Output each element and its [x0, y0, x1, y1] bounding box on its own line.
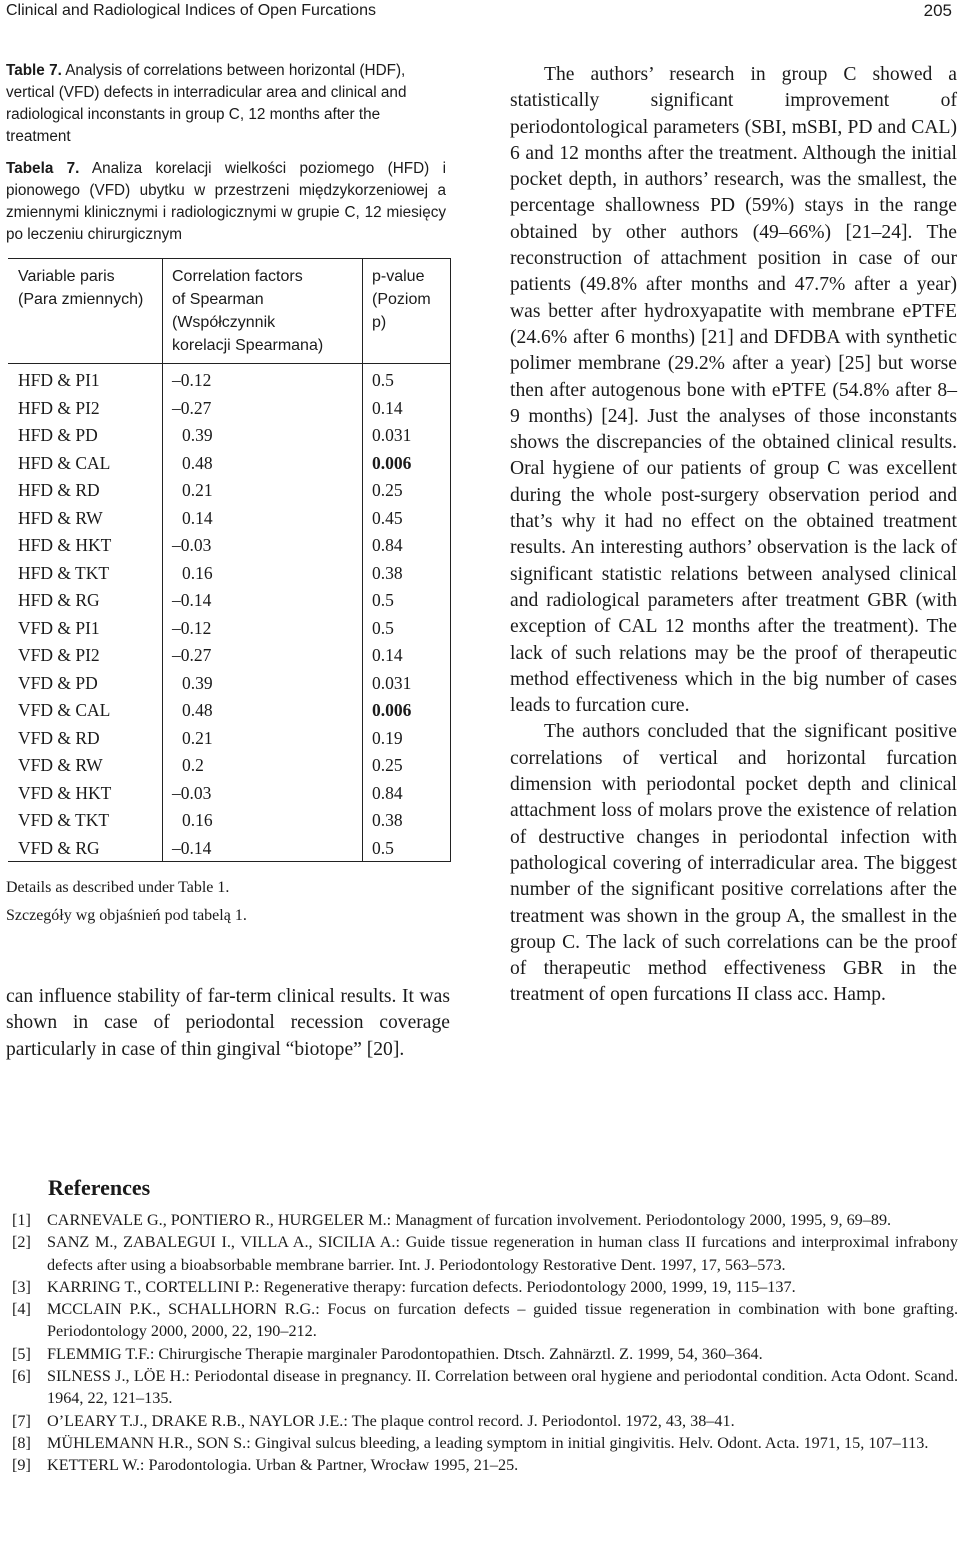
table-header-line: Correlation factors — [172, 268, 303, 285]
table-caption-pl-text: Analiza korelacji wielkości poziomego (HFD) i pionowego (VFD) ubytku w przestrzeni międzykorzeniowej a zmiennymi klinicznymi i radiologicznymi w grupie C, 12 miesięcy po leczeniu chirurgicznym — [6, 160, 446, 243]
correlation-cell: –0.27 — [172, 397, 212, 418]
reference-text: CARNEVALE G., PONTIERO R., HURGELER M.: Managment of furcation involvement. Periodontology 2000, 1995, 9, 69–89. — [47, 1211, 892, 1229]
table-note-pl: Szczegóły wg objaśnień pod tabelą 1. — [6, 907, 247, 924]
table-label-en: Table 7. — [6, 62, 62, 79]
reference-item — [6, 1298, 958, 1343]
correlation-cell: 0.48 — [182, 700, 213, 720]
variable-pair-cell: HFD & CAL — [18, 452, 111, 473]
references-list — [6, 1209, 958, 1477]
table-header-correlation — [172, 265, 323, 357]
table-row — [8, 670, 450, 698]
variable-pair-cell: VFD & PI1 — [18, 617, 100, 638]
variable-pair-cell: HFD & RD — [18, 480, 100, 500]
p-value-cell: 0.25 — [372, 480, 403, 500]
reference-number: [5] — [12, 1344, 31, 1363]
running-header — [6, 0, 952, 24]
p-value-cell: 0.5 — [372, 590, 394, 610]
variable-pair-cell: VFD & RD — [18, 727, 100, 748]
references-heading: References — [48, 1175, 151, 1200]
table-row — [8, 807, 450, 835]
variable-pair-cell: VFD & RG — [18, 837, 100, 858]
table-body — [8, 367, 450, 862]
correlation-cell: –0.12 — [172, 370, 212, 390]
correlation-cell: 0.16 — [182, 810, 213, 830]
table-header-line: p) — [372, 314, 387, 331]
correlation-cell: 0.39 — [182, 672, 213, 693]
reference-text: MCCLAIN P.K., SCHALLHORN R.G.: Focus on furcation defects – guided tissue regeneration in combination with bone grafting. Periodontology 2000, 2000, 22, 190–212. — [47, 1300, 958, 1341]
table-header-line: (Poziom — [372, 291, 431, 308]
reference-item — [6, 1410, 958, 1432]
variable-pair-cell: HFD & TKT — [18, 562, 110, 583]
table-row — [8, 587, 450, 615]
correlation-cell: –0.03 — [172, 535, 212, 555]
p-value-cell: 0.45 — [372, 507, 403, 528]
table-header-line: Variable paris — [18, 268, 115, 285]
running-title: Clinical and Radiological Indices of Open Furcations — [6, 2, 376, 19]
reference-text: KARRING T., CORTELLINI P.: Regenerative therapy: furcation defects. Periodontology 2000, 1999, 19, 115–137. — [47, 1277, 796, 1296]
reference-text: O’LEARY T.J., DRAKE R.B., NAYLOR J.E.: The plaque control record. J. Periodontol. 1972, 43, 38–41. — [47, 1411, 735, 1430]
p-value-cell: 0.19 — [372, 727, 403, 748]
reference-number: [6] — [12, 1367, 31, 1386]
table-row — [8, 697, 450, 725]
p-value-cell: 0.84 — [372, 782, 403, 803]
variable-pair-cell: VFD & HKT — [18, 782, 112, 803]
correlation-cell: 0.21 — [182, 480, 213, 500]
variable-pair-cell: VFD & RW — [18, 755, 103, 775]
reference-item — [6, 1209, 958, 1231]
table-caption-pl — [6, 158, 446, 246]
reference-number: [8] — [12, 1433, 31, 1452]
variable-pair-cell: HFD & RG — [18, 590, 100, 610]
reference-text: KETTERL W.: Parodontologia. Urban & Partner, Wrocław 1995, 21–25. — [47, 1456, 519, 1475]
table-row — [8, 725, 450, 753]
table-header-line: korelacji Spearmana) — [172, 337, 324, 354]
correlation-cell: 0.16 — [182, 562, 213, 583]
reference-text: FLEMMIG T.F.: Chirurgische Therapie marginaler Parodontopathien. Dtsch. Zahnärztl. Z. 1999, 54, 360–364. — [47, 1344, 763, 1363]
variable-pair-cell: HFD & PI2 — [18, 397, 100, 418]
table-caption-en-text: Analysis of correlations between horizontal (HDF), vertical (VFD) defects in interradicular area and clinical and radiological inconstants in group C, 12 months after the treatment — [6, 62, 407, 145]
correlation-cell: –0.14 — [172, 837, 212, 858]
p-value-cell: 0.5 — [372, 370, 394, 390]
table-row — [8, 505, 450, 533]
reference-item — [6, 1454, 958, 1476]
right-column-paragraph: The authors concluded that the significant positive correlations of vertical and horizontal furcation dimension with periodontal pocket depth and clinical attachment loss of molars prove the existence of relation of destructive changes in periodontal infection with pathological covering of interradicular area. The biggest number of the significant positive correlations after the treatment was shown in the group A, the smallest in the group C. The lack of such correlations can be the proof of therapeutic method effectiveness GBR in the treatment of open furcations II class acc. Hamp. — [510, 721, 957, 1006]
p-value-cell: 0.38 — [372, 562, 403, 583]
variable-pair-cell: VFD & TKT — [18, 810, 110, 830]
reference-number: [2] — [12, 1233, 31, 1252]
p-value-cell: 0.25 — [372, 755, 403, 775]
variable-pair-cell: HFD & HKT — [18, 535, 112, 555]
p-value-cell: 0.031 — [372, 425, 412, 445]
p-value-cell: 0.006 — [372, 452, 412, 473]
correlation-cell: 0.39 — [182, 425, 213, 445]
table-header-line: (Współczynnik — [172, 314, 276, 331]
table-header-line: p-value — [372, 268, 425, 285]
reference-item — [6, 1365, 958, 1410]
table-row — [8, 477, 450, 505]
reference-item — [6, 1343, 958, 1365]
p-value-cell: 0.84 — [372, 535, 403, 555]
reference-text: SILNESS J., LÖE H.: Periodontal disease in pregnancy. II. Correlation between oral hygiene and periodontal condition. Acta Odont. Scand. 1964, 22, 121–135. — [47, 1367, 958, 1408]
p-value-cell: 0.031 — [372, 672, 412, 693]
variable-pair-cell: HFD & PD — [18, 425, 98, 445]
p-value-cell: 0.14 — [372, 397, 403, 418]
correlation-cell: –0.12 — [172, 617, 212, 638]
left-column-paragraph: can influence stability of far-term clinical results. It was shown in case of periodontal recession coverage particularly in case of thin gingival “biotope” [20]. — [6, 986, 450, 1060]
correlation-cell: –0.03 — [172, 782, 212, 803]
table-header-pair — [18, 265, 143, 311]
right-column-paragraph: The authors’ research in group C showed a statistically significant improvement of periodontological parameters (SBI, mSBI, PD and CAL) 6 and 12 months after the treatment. Although the initial pocket depth, in authors’ research, was the smallest, the percentage shallowness PD (59%) stays in the range obtained by other authors (49–66%) [21–24]. The reconstruction of attachment position in case of our patients (49.8% after months and 47.7% after a year) was better after hydroxyapatite with membrane ePTFE (24.6% after 6 months) [21] and DFDBA with synthetic polimer membrane (29.2% after a year) [25] but worse then after autogenous bone with ePTFE (54.8% after 8–9 months) [24]. Just the analyses of those inconstants shows the discrepancies of the obtained clinical results. Oral hygiene of our patients of group C was excellent during the whole post-surgery observation period and that’s why it had no effect on the obtained treatment results. An interesting authors’ observation is the lack of significant statistic relations between analysed clinical and radiological parameters after treatment GBR (with exception of CAL 12 months after the treatment). The lack of such relations may be the proof of therapeutic method effectiveness which in the big number of cases leads to furcation cure. — [510, 64, 957, 717]
reference-number: [7] — [12, 1411, 31, 1430]
p-value-cell: 0.006 — [372, 700, 412, 720]
correlation-cell: –0.14 — [172, 590, 212, 610]
p-value-cell: 0.5 — [372, 837, 394, 858]
reference-text: SANZ M., ZABALEGUI I., VILLA A., SICILIA A.: Guide tissue regeneration in human class II furcations and interproximal infrabony defects after using a bioabsorbable membrane barrier. Int. J. Periodontology Restorative Dent. 1997, 17, 563–573. — [47, 1233, 958, 1274]
p-value-cell: 0.14 — [372, 645, 403, 665]
variable-pair-cell: HFD & PI1 — [18, 370, 100, 390]
reference-number: [4] — [12, 1300, 31, 1319]
table-row — [8, 780, 450, 808]
table-row — [8, 395, 450, 423]
table-row — [8, 835, 450, 863]
correlation-cell: 0.2 — [182, 755, 204, 775]
table-header-divider — [8, 363, 450, 364]
table-row — [8, 532, 450, 560]
reference-item — [6, 1231, 958, 1276]
correlation-cell: 0.21 — [182, 727, 213, 748]
reference-text: MÜHLEMANN H.R., SON S.: Gingival sulcus bleeding, a leading symptom in initial gingivitis. Helv. Odont. Acta. 1971, 15, 107–113. — [47, 1433, 929, 1452]
reference-number: [1] — [12, 1211, 31, 1229]
variable-pair-cell: VFD & PD — [18, 672, 98, 693]
variable-pair-cell: VFD & PI2 — [18, 645, 100, 665]
correlation-cell: 0.14 — [182, 507, 213, 528]
table-row — [8, 450, 450, 478]
table-header-pvalue — [372, 265, 431, 334]
table-caption-en — [6, 60, 446, 148]
reference-item — [6, 1432, 958, 1454]
p-value-cell: 0.38 — [372, 810, 403, 830]
table-header-line: (Para zmiennych) — [18, 291, 144, 308]
page-number: 205 — [923, 1, 952, 20]
correlation-cell: –0.27 — [172, 645, 212, 665]
table-row — [8, 422, 450, 450]
reference-number: [9] — [12, 1456, 31, 1475]
correlation-table — [8, 258, 451, 862]
variable-pair-cell: HFD & RW — [18, 507, 103, 528]
table-row — [8, 560, 450, 588]
correlation-cell: 0.48 — [182, 452, 213, 473]
table-row — [8, 615, 450, 643]
table-row — [8, 752, 450, 780]
table-label-pl: Tabela 7. — [6, 160, 80, 177]
p-value-cell: 0.5 — [372, 617, 394, 638]
variable-pair-cell: VFD & CAL — [18, 700, 111, 720]
right-column — [510, 62, 957, 1009]
table-note-en: Details as described under Table 1. — [6, 879, 230, 896]
table-row — [8, 367, 450, 395]
reference-item — [6, 1276, 958, 1298]
table-row — [8, 642, 450, 670]
table-header-line: of Spearman — [172, 291, 264, 308]
reference-number: [3] — [12, 1277, 31, 1296]
